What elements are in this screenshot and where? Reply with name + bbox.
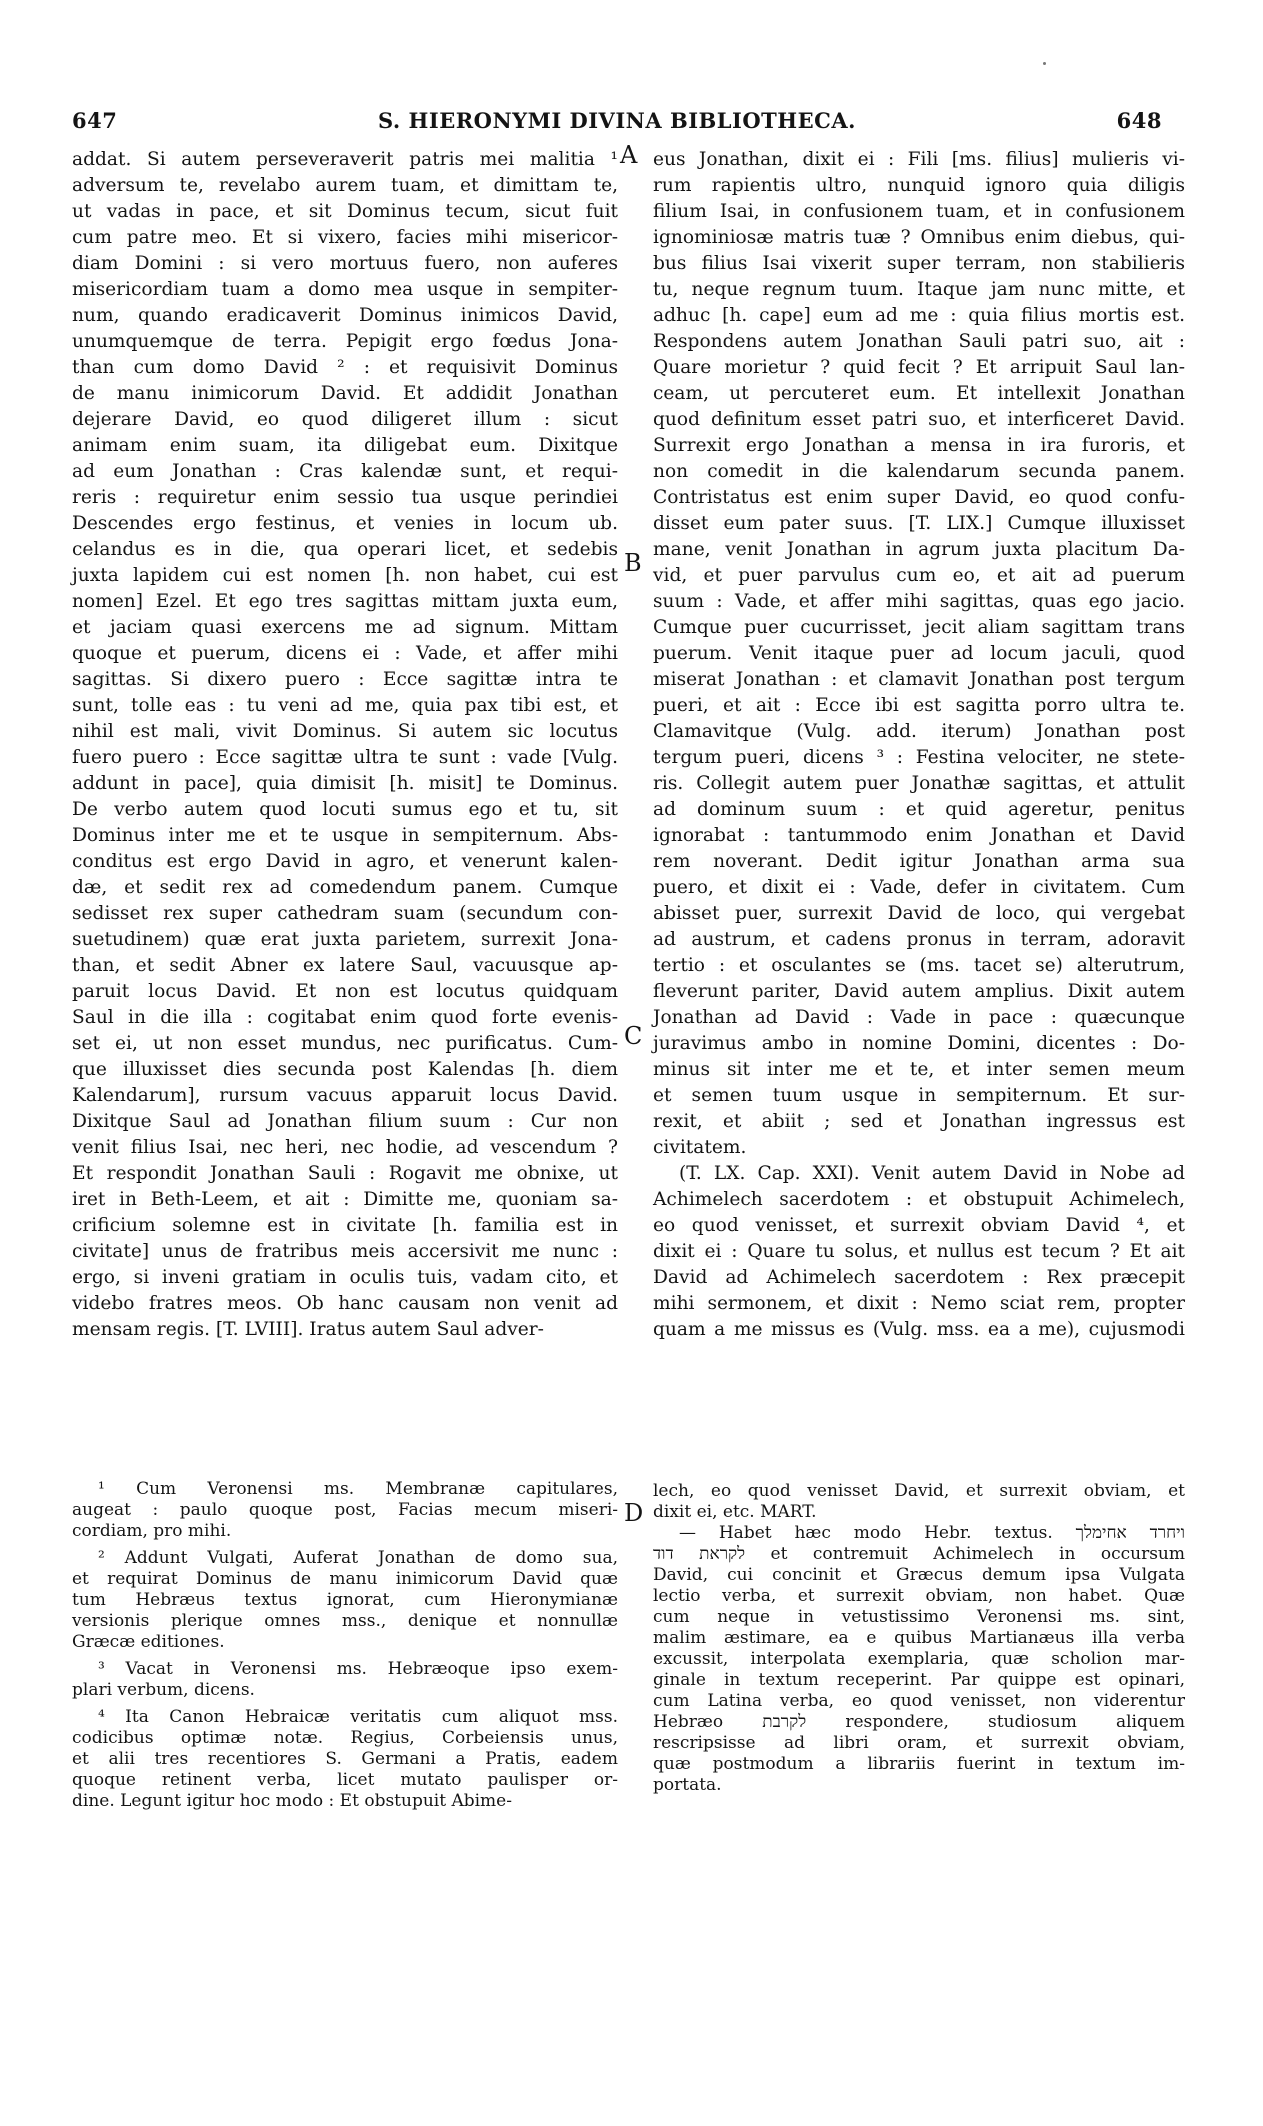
text-line: juravimus ambo in nomine Domini, dicentes : Do- xyxy=(653,1033,1185,1054)
footnote-line: ³ Vacat in Veronensi ms. Hebræoque ipso exem- xyxy=(98,1659,618,1679)
text-line: (T. LX. Cap. XXI). Venit autem David in Nobe ad xyxy=(679,1163,1185,1184)
text-line: et jaciam quasi exercens me ad signum. Mittam xyxy=(72,617,618,638)
text-line: Jonathan ad David : Vade in pace : quæcunque xyxy=(653,1007,1185,1028)
text-line: mane, venit Jonathan in agrum juxta placitum Da- xyxy=(653,539,1185,560)
text-line: ceam, ut percuteret eum. Et intellexit Jonathan xyxy=(653,383,1185,404)
text-line: paruit locus David. Et non est locutus quidquam xyxy=(72,981,618,1002)
text-line: nihil est mali, vivit Dominus. Si autem sic locutus xyxy=(72,721,618,742)
text-line: Cumque puer cucurrisset, jecit aliam sagittam trans xyxy=(653,617,1185,638)
text-line: Saul in die illa : cogitabat enim quod forte evenis- xyxy=(72,1007,618,1028)
text-line: quoque et puerum, dicens ei : Vade, et affer mihi xyxy=(72,643,618,664)
text-line: fuero puero : Ecce sagittæ ultra te sunt : vade [Vulg. xyxy=(72,747,618,768)
footnote-line: ² Addunt Vulgati, Auferat Jonathan de domo sua, xyxy=(98,1548,618,1568)
scan-speck xyxy=(1043,62,1046,65)
text-line: David ad Achimelech sacerdotem : Rex præcepit xyxy=(653,1267,1185,1288)
text-line: set ei, ut non esset mundus, nec purificatus. Cum- xyxy=(72,1033,618,1054)
footnote-line: quoque retinent verba, licet mutato paulisper or- xyxy=(72,1770,618,1790)
text-line: De verbo autem quod locuti sumus ego et tu, sit xyxy=(72,799,618,820)
footnote-line: Hebræo לקרבת respondere, studiosum aliquem xyxy=(653,1712,1185,1732)
text-line: ad dominum suum : et quid ageretur, penitus xyxy=(653,799,1185,820)
text-line: Contristatus est enim super David, eo quod confu- xyxy=(653,487,1185,508)
text-line: dixit ei : Quare tu solus, et nullus est tecum ? Et ait xyxy=(653,1241,1185,1262)
text-line: suetudinem) quæ erat juxta parietem, surrexit Jona- xyxy=(72,929,618,950)
text-line: Clamavitque (Vulg. add. iterum) Jonathan post xyxy=(653,721,1185,742)
text-line: filium Isai, in confusionem tuam, et in confusionem xyxy=(653,201,1185,222)
text-line: pueri, et ait : Ecce ibi est sagitta porro ultra te. xyxy=(653,695,1185,716)
footnote-line: ⁴ Ita Canon Hebraicæ veritatis cum aliquot mss. xyxy=(98,1707,618,1727)
text-line: quam a me missus es (Vulg. mss. ea a me), cujusmodi xyxy=(653,1319,1185,1340)
text-line: unumquemque de terra. Pepigit ergo fœdus Jona- xyxy=(72,331,618,352)
text-line: sunt, tolle eas : tu veni ad me, quia pax tibi est, et xyxy=(72,695,618,716)
text-line: celandus es in die, qua operari licet, et sedebis xyxy=(72,539,618,560)
text-line: venit filius Isai, nec heri, nec hodie, ad vescendum ? xyxy=(72,1137,618,1158)
text-line: ut vadas in pace, et sit Dominus tecum, sicut fuit xyxy=(72,201,618,222)
left-column-text xyxy=(72,147,618,1343)
text-line: Achimelech sacerdotem : et obstupuit Achimelech, xyxy=(653,1189,1185,1210)
footnote-line: lectio verba, et surrexit obviam, non habet. Quæ xyxy=(653,1586,1185,1606)
text-line: Dominus inter me et te usque in sempiternum. Abs- xyxy=(72,825,618,846)
text-line: quod definitum esset patri suo, et interficeret David. xyxy=(653,409,1185,430)
text-line: rem noverant. Dedit igitur Jonathan arma sua xyxy=(653,851,1185,872)
text-line: et semen tuum usque in sempiternum. Et sur- xyxy=(653,1085,1185,1106)
footnote-line: dixit ei, etc. MART. xyxy=(653,1502,817,1522)
text-line: conditus est ergo David in agro, et venerunt kalen- xyxy=(72,851,618,872)
footnote-line: — Habet hæc modo Hebr. textus. ויחרד אחימלך xyxy=(679,1523,1185,1543)
footnote-line: codicibus optimæ notæ. Regius, Corbeiensis unus, xyxy=(72,1728,618,1748)
right-column-text xyxy=(653,147,1185,1343)
text-line: Surrexit ergo Jonathan a mensa in ira furoris, et xyxy=(653,435,1185,456)
footnote-line: versionis plerique omnes mss., denique et nonnullæ xyxy=(72,1611,618,1631)
text-line: civitatem. xyxy=(653,1137,747,1158)
text-line: disset eum pater suus. [T. LIX.] Cumque illuxisset xyxy=(653,513,1185,534)
text-line: eo quod venisset, et surrexit obviam David ⁴, et xyxy=(653,1215,1185,1236)
text-line: addat. Si autem perseveraverit patris mei malitia ¹ xyxy=(72,149,618,170)
footnote-line: lech, eo quod venisset David, et surrexit obviam, et xyxy=(653,1481,1185,1501)
text-line: de manu inimicorum David. Et addidit Jonathan xyxy=(72,383,618,404)
text-line: fleverunt pariter, David autem amplius. Dixit autem xyxy=(653,981,1185,1002)
text-line: Quare morietur ? quid fecit ? Et arripuit Saul lan- xyxy=(653,357,1185,378)
text-line: civitate] unus de fratribus meis accersivit me nunc : xyxy=(72,1241,618,1262)
text-line: Descendes ergo festinus, et venies in locum ub. xyxy=(72,513,618,534)
text-line: sedisset rex super cathedram suam (secundum con- xyxy=(72,903,618,924)
footnote-line: ginale in textum receperint. Par quippe est opinari, xyxy=(653,1670,1185,1690)
text-line: tertio : et osculantes se (ms. tacet se) alterutrum, xyxy=(653,955,1185,976)
text-line: num, quando eradicaverit Dominus inimicos David, xyxy=(72,305,618,326)
footnote-line: David, cui concinit et Græcus demum ipsa Vulgata xyxy=(653,1565,1185,1585)
margin-letter-d: D xyxy=(624,1499,644,1527)
text-line: juxta lapidem cui est nomen [h. non habet, cui est xyxy=(72,565,618,586)
text-line: ignorabat : tantummodo enim Jonathan et David xyxy=(653,825,1185,846)
text-line: mihi sermonem, et dixit : Nemo sciat rem, propter xyxy=(653,1293,1185,1314)
text-line: iret in Beth-Leem, et ait : Dimitte me, quoniam sa- xyxy=(72,1189,618,1210)
footnote-line: tum Hebræus textus ignorat, cum Hieronymianæ xyxy=(72,1590,618,1610)
footnote-line: quæ postmodum a librariis fuerint in textum im- xyxy=(653,1754,1185,1774)
text-line: videbo fratres meos. Ob hanc causam non venit ad xyxy=(72,1293,618,1314)
text-line: Et respondit Jonathan Sauli : Rogavit me obnixe, ut xyxy=(72,1163,618,1184)
text-line: tergum pueri, dicens ³ : Festina velociter, ne stete- xyxy=(653,747,1185,768)
footnote-line: augeat : paulo quoque post, Facias mecum miseri- xyxy=(72,1500,618,1520)
text-line: ad austrum, et cadens pronus in terram, adoravit xyxy=(653,929,1185,950)
text-line: Kalendarum], rursum vacuus apparuit locus David. xyxy=(72,1085,618,1106)
text-line: crificium solemne est in civitate [h. familia est in xyxy=(72,1215,618,1236)
text-line: adversum te, revelabo aurem tuam, et dimittam te, xyxy=(72,175,618,196)
footnote-line: Græcæ editiones. xyxy=(72,1632,225,1652)
text-line: Respondens autem Jonathan Sauli patri suo, ait : xyxy=(653,331,1185,352)
text-line: Dixitque Saul ad Jonathan filium suum : Cur non xyxy=(72,1111,618,1132)
text-line: cum patre meo. Et si vixero, facies mihi misericor- xyxy=(72,227,618,248)
footnote-line: plari verbum, dicens. xyxy=(72,1680,255,1700)
text-line: minus sit inter me et te, et inter semen meum xyxy=(653,1059,1185,1080)
text-line: adhuc [h. cape] eum ad me : quia filius mortis est. xyxy=(653,305,1185,326)
footnote-line: malim æstimare, ea e quibus Martianæus illa verba xyxy=(653,1628,1185,1648)
text-line: rexit, et abiit ; sed et Jonathan ingressus est xyxy=(653,1111,1185,1132)
footnote-line: et alii tres recentiores S. Germani a Pratis, eadem xyxy=(72,1749,618,1769)
footnote-line: cum neque in vetustissimo Veronensi ms. sint, xyxy=(653,1607,1185,1627)
footnote-line: et requirat Dominus de manu inimicorum David quæ xyxy=(72,1569,618,1589)
text-line: eus Jonathan, dixit ei : Fili [ms. filius] mulieris vi- xyxy=(653,149,1185,170)
text-line: than, et sedit Abner ex latere Saul, vacuusque ap- xyxy=(72,955,618,976)
text-line: puerum. Venit itaque puer ad locum jaculi, quod xyxy=(653,643,1185,664)
right-footnotes xyxy=(653,1481,1185,1796)
footnote-line: portata. xyxy=(653,1775,722,1795)
left-footnotes xyxy=(72,1479,618,1812)
text-line: non comedit in die kalendarum secunda panem. xyxy=(653,461,1185,482)
text-line: than cum domo David ² : et requisivit Dominus xyxy=(72,357,618,378)
text-line: diam Domini : si vero mortuus fuero, non auferes xyxy=(72,253,618,274)
margin-letter-a: A xyxy=(620,141,638,169)
margin-letter-b: B xyxy=(624,549,642,577)
text-line: dejerare David, eo quod diligeret illum : sicut xyxy=(72,409,618,430)
running-title: S. HIERONYMI DIVINA BIBLIOTHECA. xyxy=(378,108,856,133)
running-header xyxy=(72,108,1162,138)
text-line: ris. Collegit autem puer Jonathæ sagittas, et attulit xyxy=(653,773,1185,794)
footnote-line: dine. Legunt igitur hoc modo : Et obstupuit Abime- xyxy=(72,1791,512,1811)
text-line: reris : requiretur enim sessio tua usque perindiei xyxy=(72,487,618,508)
footnote-line: cum Latina verba, eo quod venisset, non viderentur xyxy=(653,1691,1185,1711)
text-line: que illuxisset dies secunda post Kalendas [h. diem xyxy=(72,1059,618,1080)
page-number-right: 648 xyxy=(1116,108,1162,133)
margin-letter-c: C xyxy=(624,1022,643,1050)
text-line: abisset puer, surrexit David de loco, qui vergebat xyxy=(653,903,1185,924)
text-line: mensam regis. [T. LVIII]. Iratus autem Saul adver- xyxy=(72,1319,544,1340)
footnote-line: excussit, interpolata exemplaria, quæ scholion mar- xyxy=(653,1649,1185,1669)
footnote-line: rescripsisse ad libri oram, et surrexit obviam, xyxy=(653,1733,1185,1753)
text-line: bus filius Isai vixerit super terram, non stabilieris xyxy=(653,253,1185,274)
text-line: nomen] Ezel. Et ego tres sagittas mittam juxta eum, xyxy=(72,591,618,612)
text-line: vid, et puer parvulus cum eo, et ait ad puerum xyxy=(653,565,1185,586)
text-line: sagittas. Si dixero puero : Ecce sagittæ intra te xyxy=(72,669,618,690)
text-line: ad eum Jonathan : Cras kalendæ sunt, et requi- xyxy=(72,461,618,482)
footnote-line: לקראת דוד et contremuit Achimelech in occursum xyxy=(653,1544,1185,1564)
text-line: rum rapientis ultro, nunquid ignoro quia diligis xyxy=(653,175,1185,196)
text-line: addunt in pace], quia dimisit [h. misit] te Dominus. xyxy=(72,773,618,794)
text-line: tu, neque regnum tuum. Itaque jam nunc mitte, et xyxy=(653,279,1185,300)
text-line: ergo, si inveni gratiam in oculis tuis, vadam cito, et xyxy=(72,1267,618,1288)
text-line: misericordiam tuam a domo mea usque in sempiter- xyxy=(72,279,618,300)
text-line: animam enim suam, ita diligebat eum. Dixitque xyxy=(72,435,618,456)
footnote-line: cordiam, pro mihi. xyxy=(72,1521,232,1541)
text-line: puero, et dixit ei : Vade, defer in civitatem. Cum xyxy=(653,877,1185,898)
text-line: suum : Vade, et affer mihi sagittas, quas ego jacio. xyxy=(653,591,1185,612)
page-number-left: 647 xyxy=(72,108,118,133)
text-line: ignominiosæ matris tuæ ? Omnibus enim diebus, qui- xyxy=(653,227,1185,248)
text-line: miserat Jonathan : et clamavit Jonathan post tergum xyxy=(653,669,1185,690)
text-line: dæ, et sedit rex ad comedendum panem. Cumque xyxy=(72,877,618,898)
footnote-line: ¹ Cum Veronensi ms. Membranæ capitulares, xyxy=(98,1479,618,1499)
